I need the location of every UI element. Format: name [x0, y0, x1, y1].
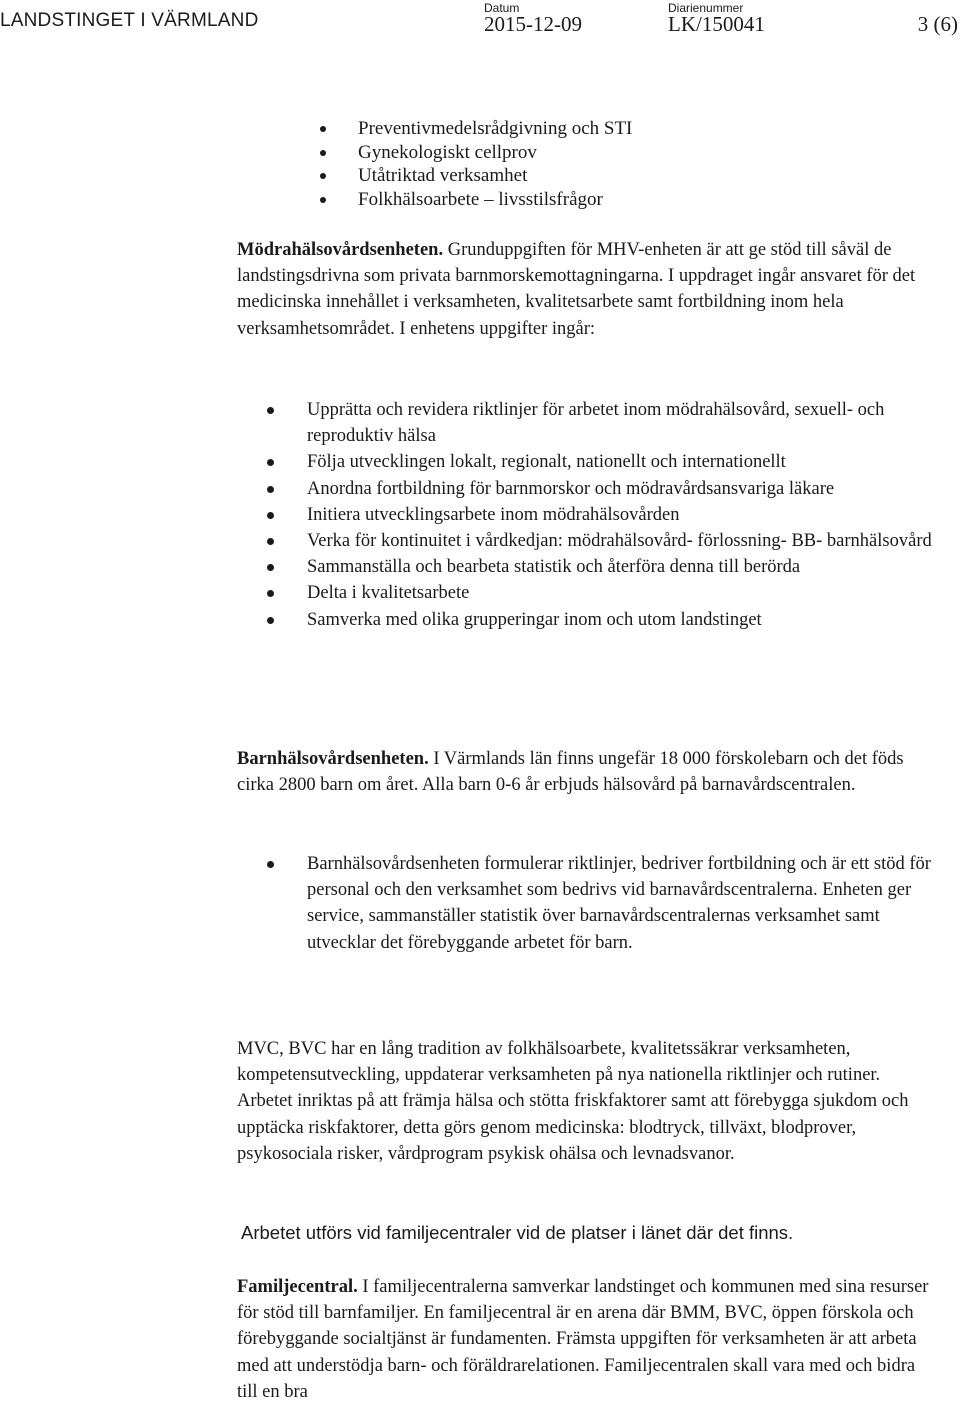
mhv-tasks-list [267, 397, 947, 633]
bullet-icon [267, 590, 274, 597]
reference-number: LK/150041 [668, 12, 765, 36]
bullet-icon [320, 173, 326, 179]
list-item: Verka för kontinuitet i vårdkedjan: mödrahälsovård- förlossning- BB- barnhälsovård [267, 528, 947, 554]
bullet-icon [320, 150, 326, 156]
page-header [0, 0, 960, 50]
mhv-paragraph [237, 237, 937, 342]
familjecentral-paragraph [237, 1274, 937, 1405]
list-item: Följa utvecklingen lokalt, regionalt, nationellt och internationellt [267, 449, 947, 475]
familjecentraler-paragraph: Arbetet utförs vid familjecentraler vid de platser i länet där det finns. [241, 1222, 794, 1243]
bullet-icon [267, 564, 274, 571]
list-item: Utåtriktad verksamhet [320, 164, 920, 188]
list-item: Anordna fortbildning för barnmorskor och mödravårdsansvariga läkare [267, 476, 947, 502]
bhv-paragraph [237, 746, 937, 798]
document-date: 2015-12-09 [484, 12, 582, 36]
bullet-icon [267, 486, 274, 493]
date-label: Datum [484, 1, 520, 15]
familjecentral-heading: Familjecentral. [237, 1277, 358, 1297]
bullet-icon [320, 197, 326, 203]
familjecentral-text: I familjecentralerna samverkar landstinget och kommunen med sina resurser för stöd till barnfamiljer. En familjecentral är en arena där BMM, BVC, öppen förskola och förebyggande socialtjänst är fundamenten. Främsta uppgiften för verksamheten är att arbeta med att understödja barn- och föräldrarelationen. Familjecentralen skall vara med och bidra till en bra [237, 1277, 929, 1402]
bullet-icon [267, 617, 274, 624]
mhv-text: Grunduppgiften för MHV-enheten är att ge stöd till såväl de landstingsdrivna som privata barnmorskemottagningarna. I uppdraget ingår ansvaret för det medicinska innehållet i verksamheten, kvalitetsarbete samt fortbildning inom hela verksamhetsområdet. I enhetens uppgifter ingår: [237, 240, 916, 339]
services-list [320, 117, 920, 211]
bullet-icon [267, 861, 274, 868]
list-item: Sammanställa och bearbeta statistik och återföra denna till berörda [267, 554, 947, 580]
list-item: Upprätta och revidera riktlinjer för arbetet inom mödrahälsovård, sexuell- och reproduktiv hälsa [267, 397, 947, 449]
bullet-icon [267, 538, 274, 545]
bullet-icon [320, 126, 326, 132]
bhv-heading: Barnhälsovårdsenheten. [237, 749, 429, 769]
list-item: Initiera utvecklingsarbete inom mödrahälsovården [267, 502, 947, 528]
organization-name: LANDSTINGET I VÄRMLAND [0, 10, 259, 31]
list-item: Delta i kvalitetsarbete [267, 580, 947, 606]
list-item: Samverka med olika grupperingar inom och utom landstinget [267, 607, 947, 633]
bullet-icon [267, 407, 274, 414]
mhv-heading: Mödrahälsovårdsenheten. [237, 240, 444, 260]
bullet-icon [267, 512, 274, 519]
bullet-icon [267, 459, 274, 466]
mvc-bvc-paragraph: MVC, BVC har en lång tradition av folkhälsoarbete, kvalitetssäkrar verksamheten, kompetensutveckling, uppdaterar verksamheten på nya nationella riktlinjer och rutiner. Arbetet inriktas på att främja hälsa och stötta friskfaktorer samt att förebygga sjukdom och upptäcka riskfaktorer, detta görs genom medicinska: blodtryck, tillväxt, blodprover, psykosociala risker, vårdprogram psykisk ohälsa och levnadsvanor. [237, 1039, 909, 1164]
list-item: Gynekologiskt cellprov [320, 141, 920, 165]
page-number: 3 (6) [917, 12, 958, 36]
bhv-text: I Värmlands län finns ungefär 18 000 förskolebarn och det föds cirka 2800 barn om året. Alla barn 0-6 år erbjuds hälsovård på barnavårdscentralen. [237, 749, 904, 796]
bhv-list [267, 851, 947, 956]
list-item: Preventivmedelsrådgivning och STI [320, 117, 920, 141]
reference-label: Diarienummer [668, 1, 744, 15]
list-item: Barnhälsovårdsenheten formulerar riktlinjer, bedriver fortbildning och är ett stöd för personal och den verksamhet som bedrivs vid barnavårdscentralerna. Enheten ger service, sammanställer statistik över barnavårdscentralernas verksamhet samt utvecklar det förebyggande arbetet för barn. [267, 851, 947, 956]
list-item: Folkhälsoarbete – livsstilsfrågor [320, 188, 920, 212]
